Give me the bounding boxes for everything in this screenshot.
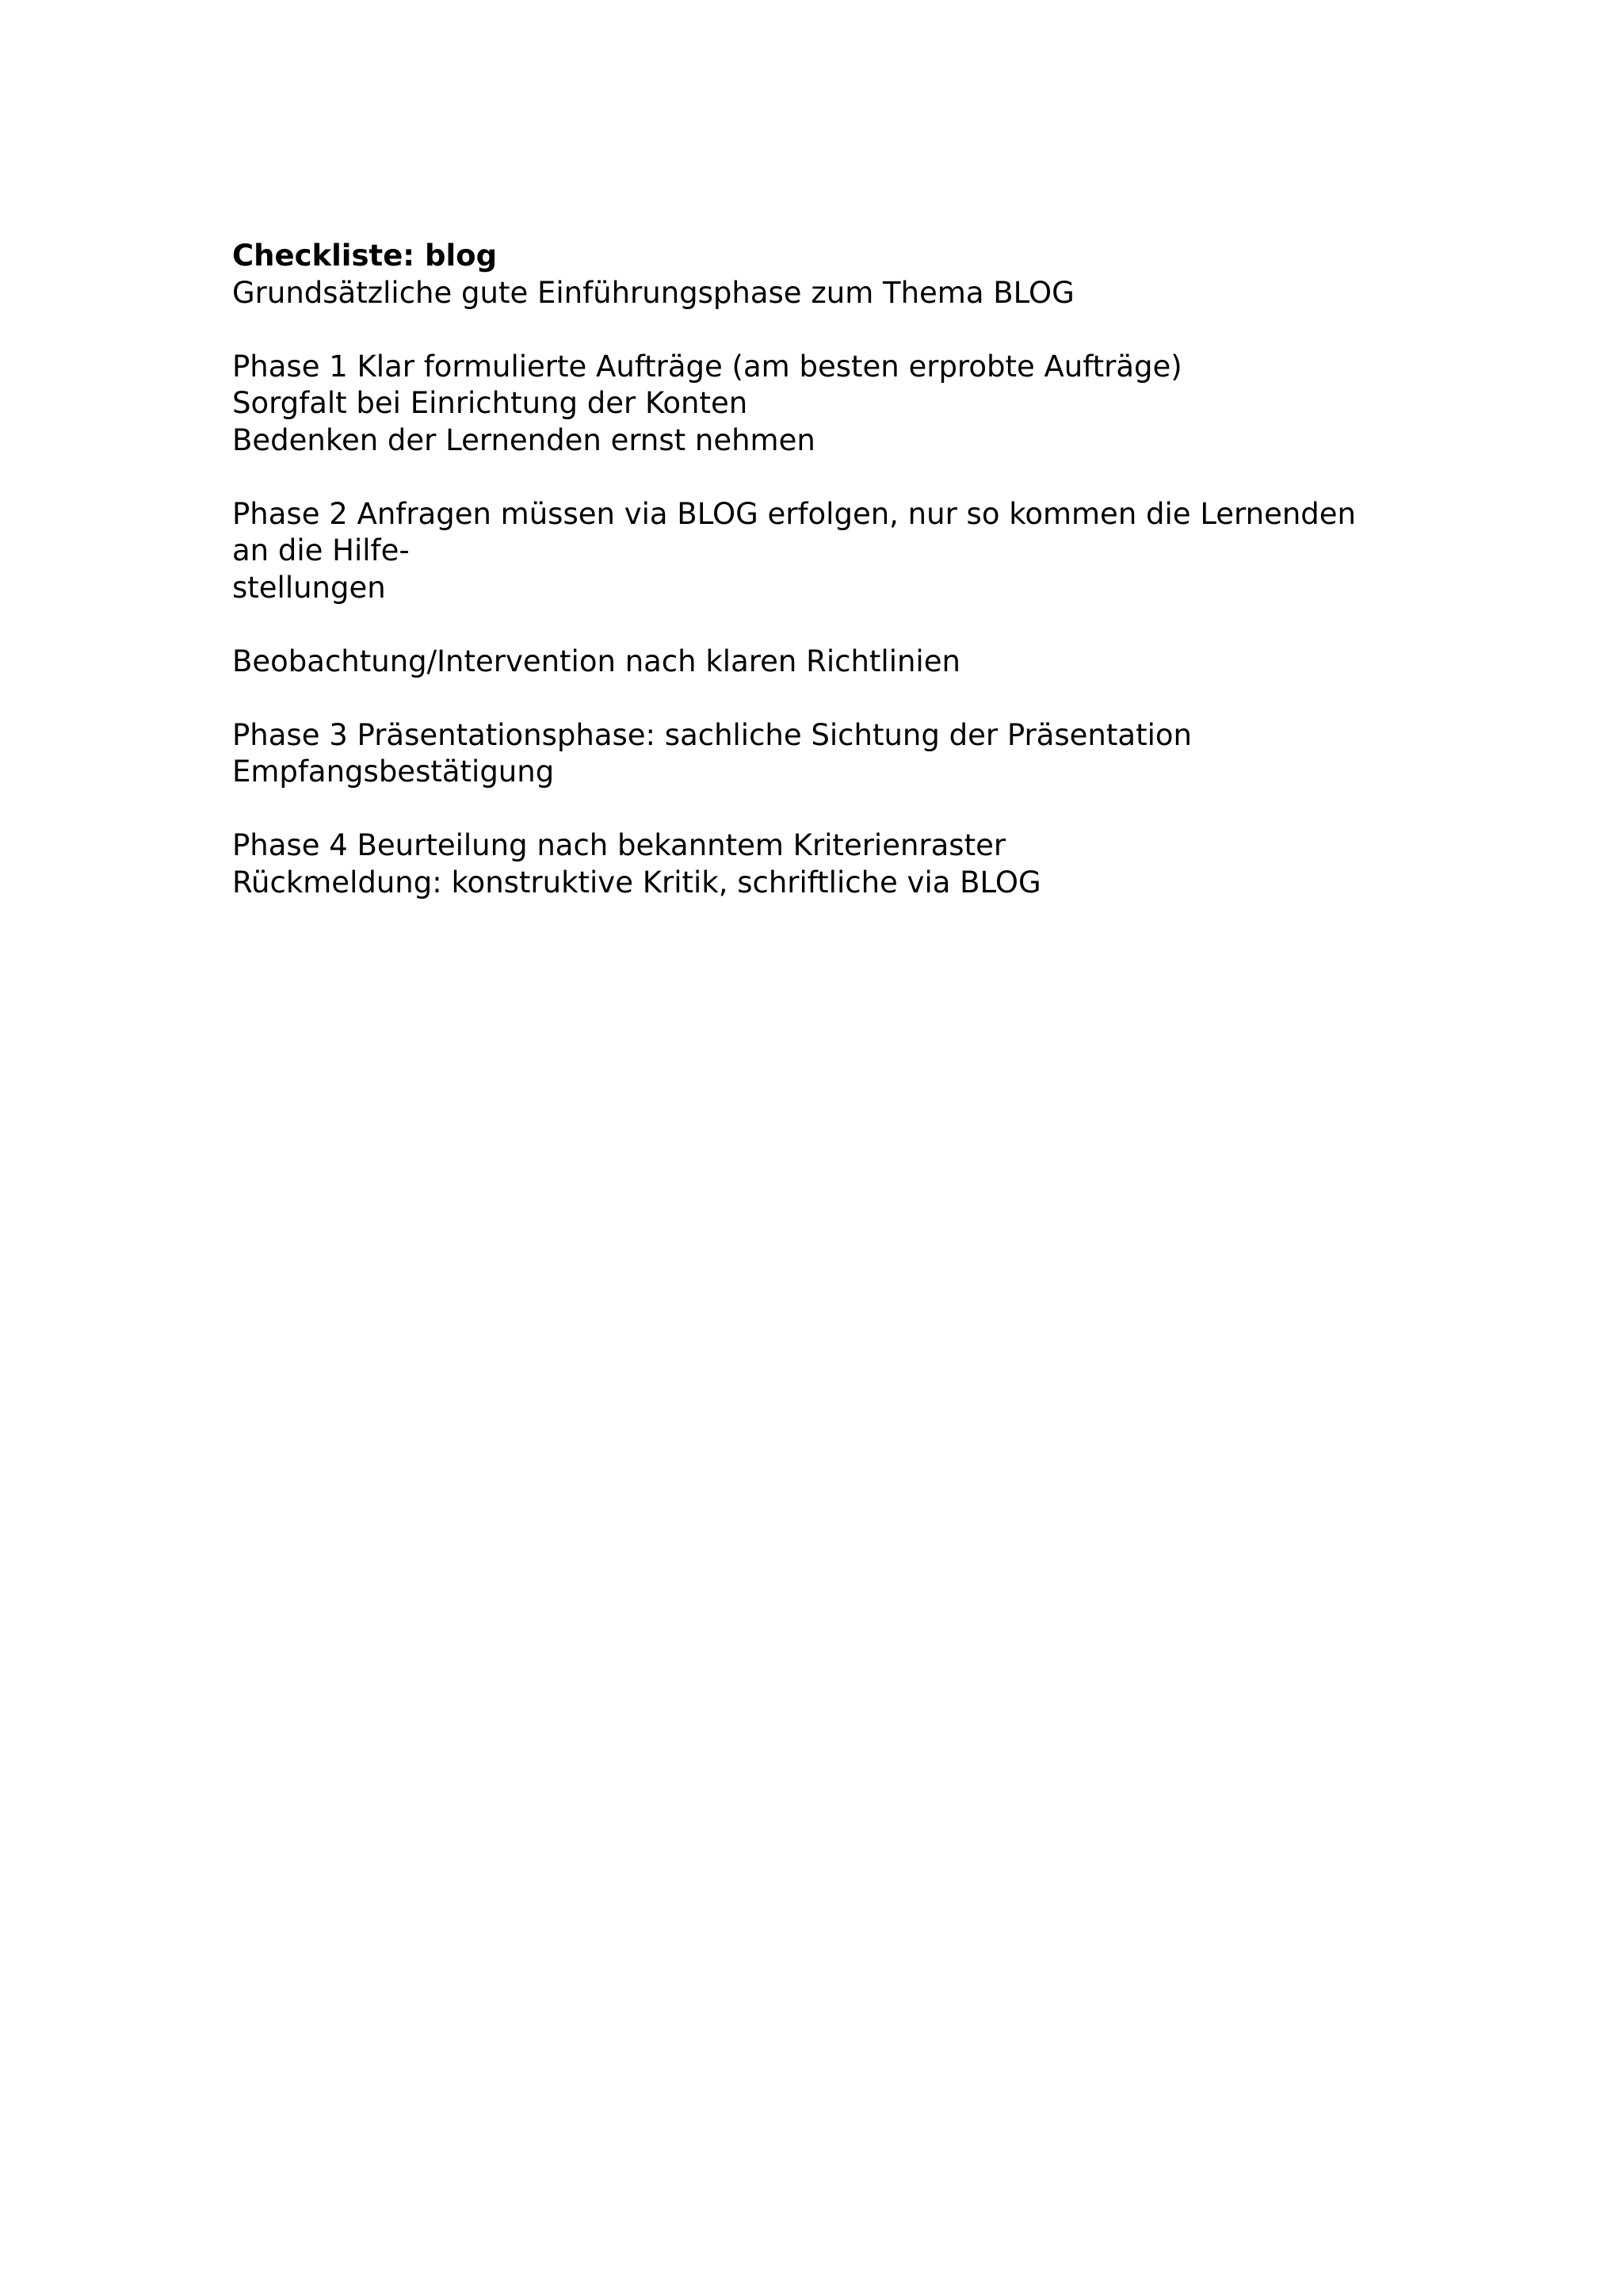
phase2-line3: stellungen bbox=[232, 570, 386, 605]
paragraph-gap bbox=[232, 791, 1421, 828]
paragraph-gap bbox=[232, 311, 1421, 349]
phase4-line1: Phase 4 Beurteilung nach bekanntem Kriterienraster bbox=[232, 828, 1006, 862]
paragraph-gap bbox=[232, 606, 1421, 644]
phase1-line3: Bedenken der Lernenden ernst nehmen bbox=[232, 422, 815, 457]
phase1-line2: Sorgfalt bei Einrichtung der Konten bbox=[232, 386, 748, 420]
phase3-line1: Phase 3 Präsentationsphase: sachliche Sichtung der Präsentation bbox=[232, 717, 1192, 752]
paragraph-gap bbox=[232, 459, 1421, 496]
phase2-line1: Phase 2 Anfragen müssen via BLOG erfolgen, nur so kommen die Lernenden bbox=[232, 496, 1356, 531]
intro-text: Grundsätzliche gute Einführungsphase zum Thema BLOG bbox=[232, 275, 1075, 310]
phase1-line1: Phase 1 Klar formulierte Aufträge (am besten erprobte Aufträge) bbox=[232, 349, 1182, 384]
paragraph-gap bbox=[232, 680, 1421, 717]
observation-text: Beobachtung/Intervention nach klaren Richtlinien bbox=[232, 644, 960, 678]
document-title: Checkliste: blog bbox=[232, 239, 498, 273]
phase2-line2: an die Hilfe- bbox=[232, 533, 410, 567]
document-body bbox=[232, 238, 1421, 901]
phase4-line2: Rückmeldung: konstruktive Kritik, schriftliche via BLOG bbox=[232, 865, 1041, 900]
phase3-line2: Empfangsbestätigung bbox=[232, 755, 555, 789]
